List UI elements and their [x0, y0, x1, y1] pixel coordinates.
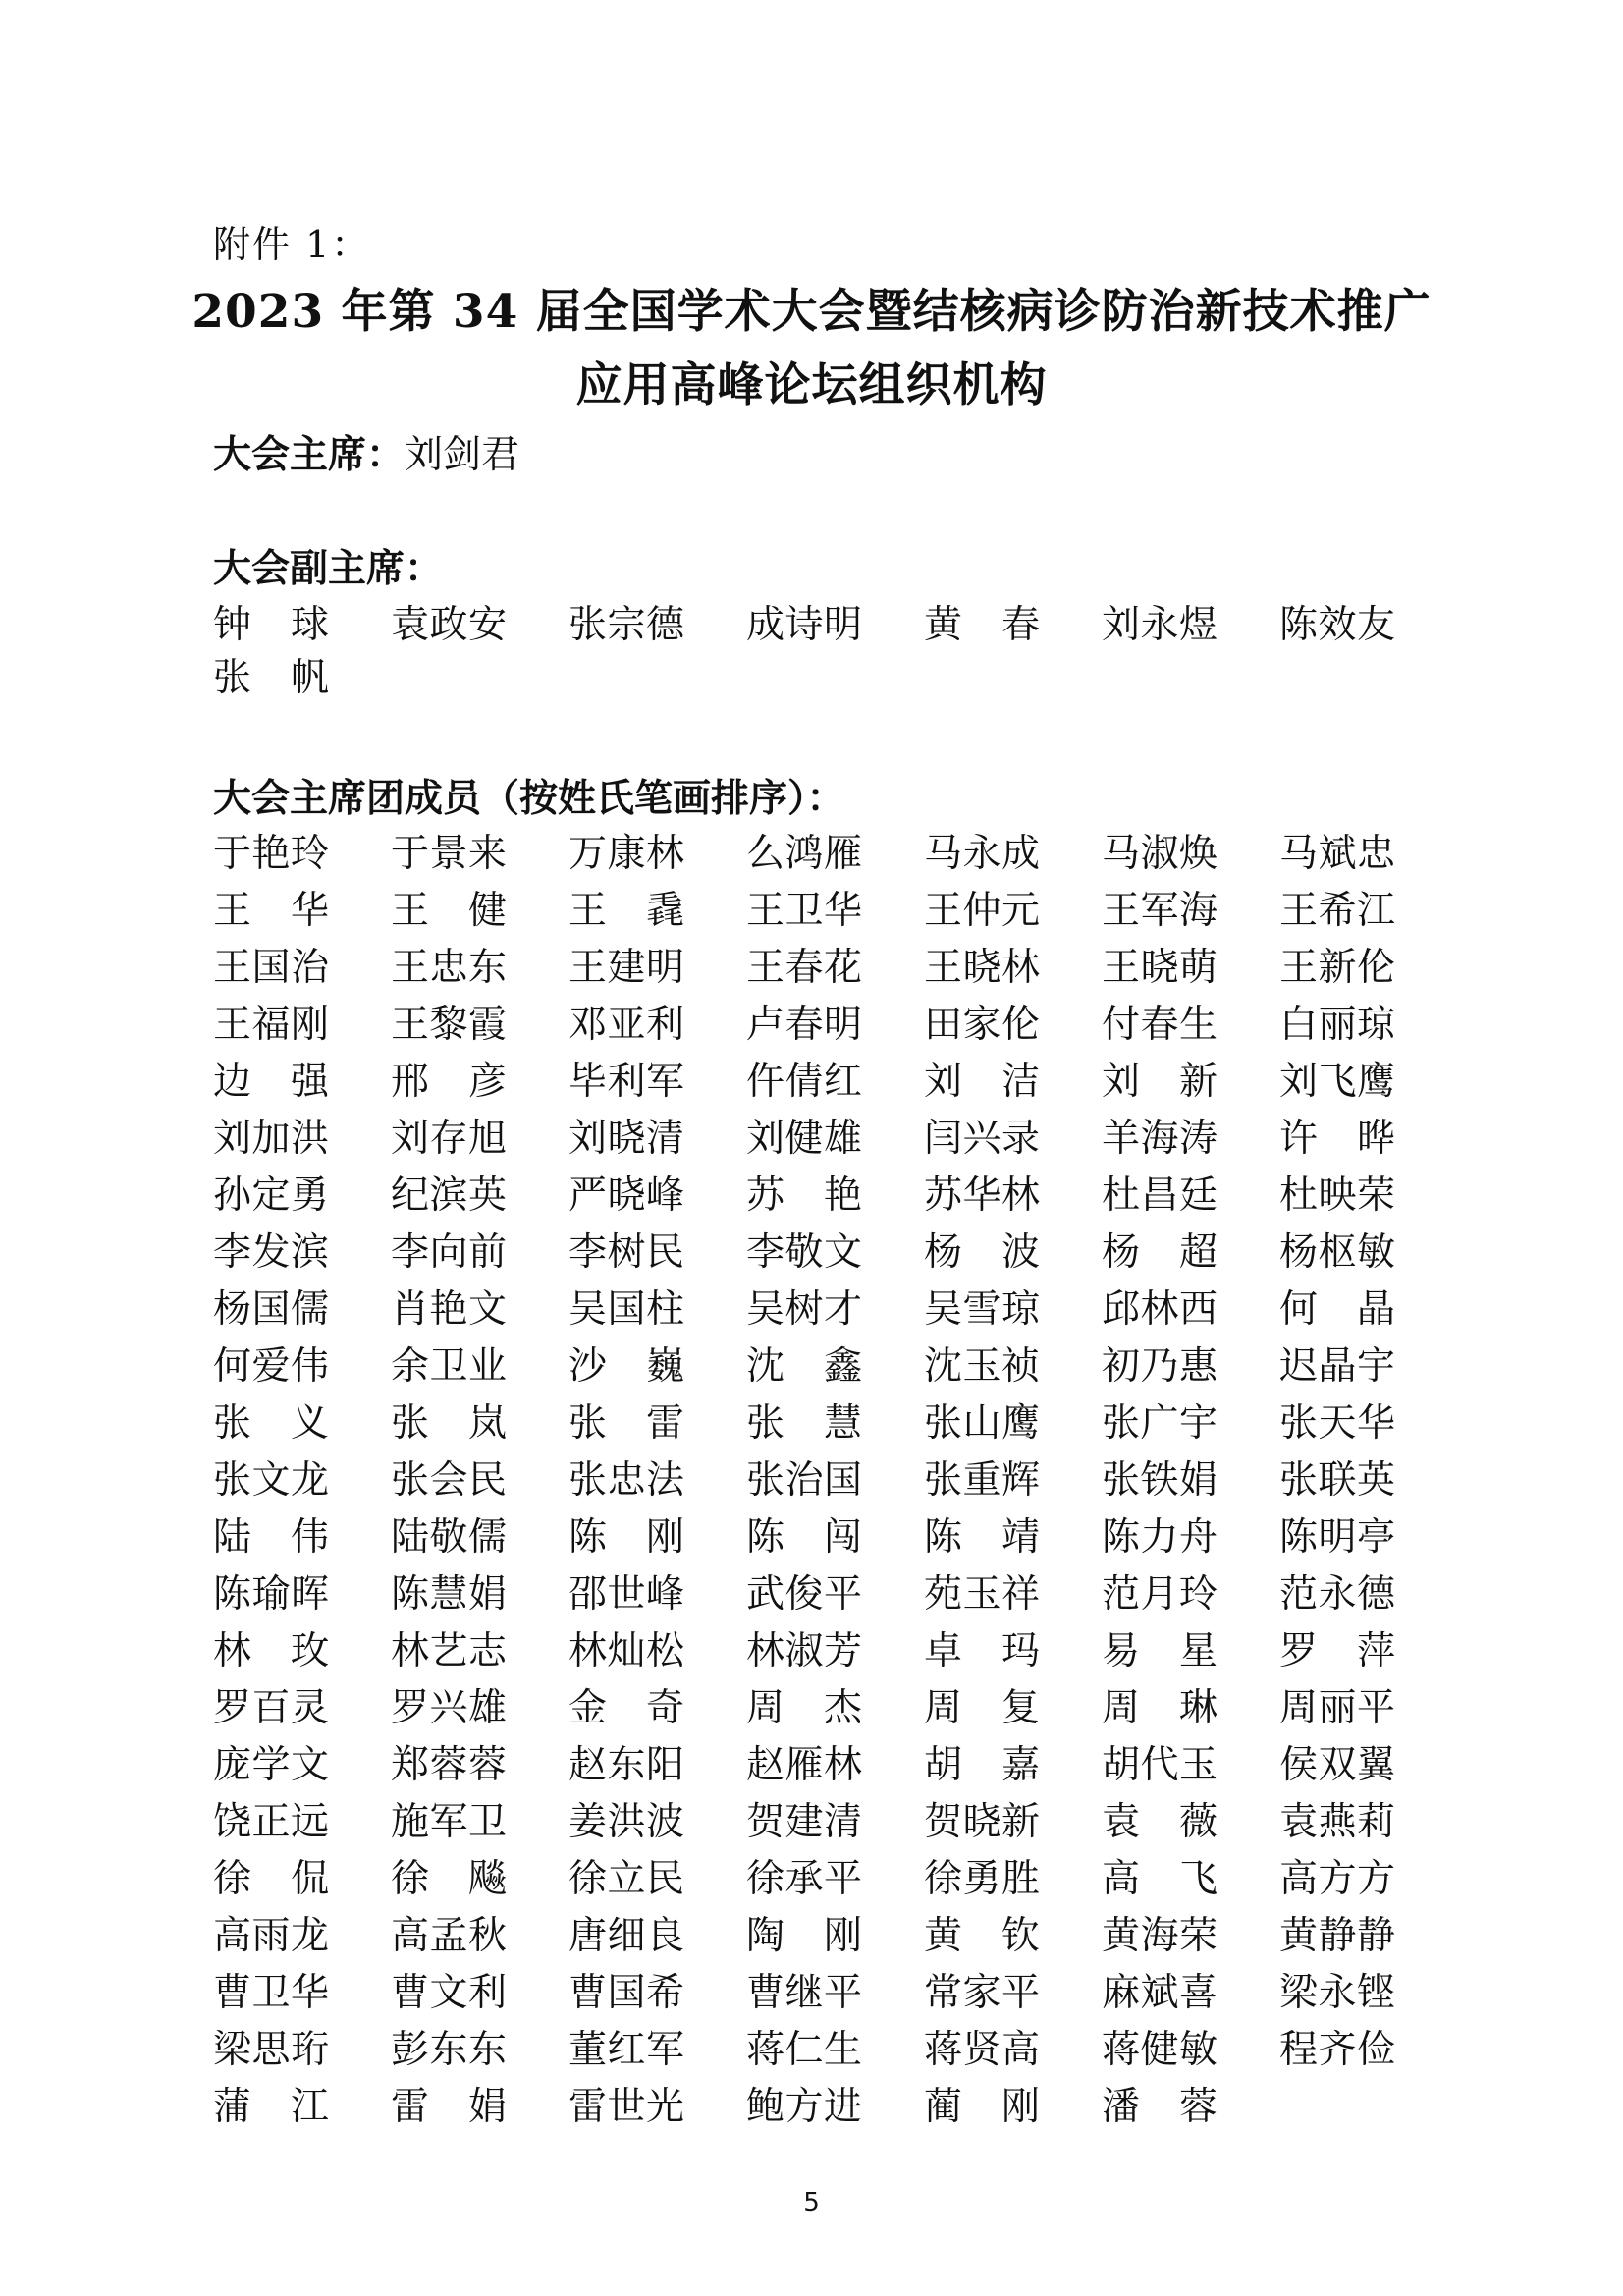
- name-item: 袁 政 安: [391, 603, 507, 647]
- name-item: 陶 刚: [746, 1914, 862, 1958]
- name-item: 陈 刚: [568, 1515, 684, 1559]
- name-item: 苑 玉 祥: [924, 1572, 1040, 1616]
- name-item: 徐 承 平: [746, 1857, 862, 1901]
- name-item: 沙 巍: [568, 1344, 684, 1389]
- name-item: 蒲 江: [213, 2085, 329, 2129]
- name-item: 卢 春 明: [746, 1003, 862, 1047]
- chair-line: [213, 424, 519, 479]
- name-item: 马 淑 焕: [1102, 832, 1217, 876]
- name-item: 张 文 龙: [213, 1458, 329, 1503]
- name-item: 杨 国 儒: [213, 1287, 329, 1332]
- name-item: 赵 雁 林: [746, 1743, 862, 1787]
- presidium-member-list: [213, 826, 1457, 2136]
- name-item: 周 琳: [1102, 1686, 1217, 1730]
- name-item: 王 健: [391, 889, 507, 933]
- name-item: 成 诗 明: [746, 603, 862, 647]
- name-item: 陈 力 舟: [1102, 1515, 1217, 1559]
- name-item: 徐 立 民: [568, 1857, 684, 1901]
- name-item: 周 杰: [746, 1686, 862, 1730]
- name-item: 沈 鑫: [746, 1344, 862, 1389]
- name-item: 万 康 林: [568, 832, 684, 876]
- name-item: 闫 兴 录: [924, 1117, 1040, 1161]
- name-item: 范 永 德: [1279, 1572, 1395, 1616]
- name-item: 么 鸿 雁: [746, 832, 862, 876]
- name-item: 孙 定 勇: [213, 1174, 329, 1218]
- name-item: 唐 细 良: [568, 1914, 684, 1958]
- name-item: 王 仲 元: [924, 889, 1040, 933]
- name-item: 刘 存 旭: [391, 1117, 507, 1161]
- name-item: 杜 映 荣: [1279, 1174, 1395, 1218]
- name-item: 毕 利 军: [568, 1060, 684, 1104]
- name-item: 范 月 玲: [1102, 1572, 1217, 1616]
- name-item: 苏 华 林: [924, 1174, 1040, 1218]
- name-item: 初 乃 惠: [1102, 1344, 1217, 1389]
- name-item: 黄 静 静: [1279, 1914, 1395, 1958]
- name-item: 常 家 平: [924, 1971, 1040, 2015]
- name-item: 张 忠 法: [568, 1458, 684, 1503]
- name-item: 张 联 英: [1279, 1458, 1395, 1503]
- name-item: 侯 双 翼: [1279, 1743, 1395, 1787]
- name-item: 王 黎 霞: [391, 1003, 507, 1047]
- name-item: 何 晶: [1279, 1287, 1395, 1332]
- name-item: 罗 兴 雄: [391, 1686, 507, 1730]
- name-item: 纪 滨 英: [391, 1174, 507, 1218]
- name-item: 刘 健 雄: [746, 1117, 862, 1161]
- name-item: 雷 世 光: [568, 2085, 684, 2129]
- name-item: 高 雨 龙: [213, 1914, 329, 1958]
- name-item: 马 斌 忠: [1279, 832, 1395, 876]
- name-item: 徐 勇 胜: [924, 1857, 1040, 1901]
- name-item: 贺 晓 新: [924, 1800, 1040, 1844]
- name-item: 马 永 成: [924, 832, 1040, 876]
- name-item: 白 丽 琼: [1279, 1003, 1395, 1047]
- name-item: 李 向 前: [391, 1230, 507, 1275]
- name-item: 彭 东 东: [391, 2028, 507, 2072]
- name-item: 蒋 仁 生: [746, 2028, 862, 2072]
- attachment-label: 附件 1：: [213, 223, 371, 266]
- name-item: 曹 文 利: [391, 1971, 507, 2015]
- name-item: 于 景 来: [391, 832, 507, 876]
- name-item: 陆 敬 儒: [391, 1515, 507, 1559]
- name-item: 杨 枢 敏: [1279, 1230, 1395, 1275]
- name-item: 王 福 刚: [213, 1003, 329, 1047]
- name-item: 田 家 伦: [924, 1003, 1040, 1047]
- name-item: 罗 百 灵: [213, 1686, 329, 1730]
- name-item: 陈 慧 娟: [391, 1572, 507, 1616]
- name-item: 苏 艳: [746, 1174, 862, 1218]
- name-item: 张 岚: [391, 1401, 507, 1446]
- name-item: 张 帆: [213, 656, 329, 700]
- name-item: 李 敬 文: [746, 1230, 862, 1275]
- name-item: 王 军 海: [1102, 889, 1217, 933]
- name-item: 黄 春: [924, 603, 1040, 647]
- name-item: 张 慧: [746, 1401, 862, 1446]
- name-item: 蔺 刚: [924, 2085, 1040, 2129]
- name-item: 沈 玉 祯: [924, 1344, 1040, 1389]
- name-item: 庞 学 文: [213, 1743, 329, 1787]
- presidium-heading: 大会主席团成员（按姓氏笔画排序）：: [213, 776, 845, 821]
- name-item: 雷 娟: [391, 2085, 507, 2129]
- name-item: 刘 飞 鹰: [1279, 1060, 1395, 1104]
- name-item: 陈 瑜 晖: [213, 1572, 329, 1616]
- name-item: 余 卫 业: [391, 1344, 507, 1389]
- name-item: 王 建 明: [568, 946, 684, 990]
- name-item: 何 爱 伟: [213, 1344, 329, 1389]
- name-item: 林 艺 志: [391, 1629, 507, 1673]
- chair-label: 大会主席：: [213, 432, 406, 477]
- name-item: 曹 国 希: [568, 1971, 684, 2015]
- name-item: 刘 洁: [924, 1060, 1040, 1104]
- name-item: 饶 正 远: [213, 1800, 329, 1844]
- chair-name: 刘剑君: [405, 433, 520, 477]
- name-item: 高 飞: [1102, 1857, 1217, 1901]
- name-item: 易 星: [1102, 1629, 1217, 1673]
- name-item: 王 晓 萌: [1102, 946, 1217, 990]
- name-item: 杨 超: [1102, 1230, 1217, 1275]
- name-item: 林 灿 松: [568, 1629, 684, 1673]
- name-item: 邵 世 峰: [568, 1572, 684, 1616]
- name-item: 刘 晓 清: [568, 1117, 684, 1161]
- name-item: 李 发 滨: [213, 1230, 329, 1275]
- name-item: 王 新 伦: [1279, 946, 1395, 990]
- name-item: 陈 明 亭: [1279, 1515, 1395, 1559]
- name-item: 郑 蓉 蓉: [391, 1743, 507, 1787]
- name-item: 高 方 方: [1279, 1857, 1395, 1901]
- name-item: 吴 国 柱: [568, 1287, 684, 1332]
- name-item: 金 奇: [568, 1686, 684, 1730]
- name-item: 施 军 卫: [391, 1800, 507, 1844]
- name-item: 黄 海 荣: [1102, 1914, 1217, 1958]
- name-item: 袁 燕 莉: [1279, 1800, 1395, 1844]
- name-item: 张 广 宇: [1102, 1401, 1217, 1446]
- name-item: 姜 洪 波: [568, 1800, 684, 1844]
- name-item: 李 树 民: [568, 1230, 684, 1275]
- name-item: 林 淑 芳: [746, 1629, 862, 1673]
- name-item: 胡 代 玉: [1102, 1743, 1217, 1787]
- name-item: 黄 钦: [924, 1914, 1040, 1958]
- name-item: 王 卫 华: [746, 889, 862, 933]
- name-item: 邓 亚 利: [568, 1003, 684, 1047]
- name-item: 曹 卫 华: [213, 1971, 329, 2015]
- name-item: 王 希 江: [1279, 889, 1395, 933]
- name-item: 肖 艳 文: [391, 1287, 507, 1332]
- name-item: 武 俊 平: [746, 1572, 862, 1616]
- vice-chair-heading: 大会副主席：: [213, 546, 444, 591]
- name-item: 麻 斌 喜: [1102, 1971, 1217, 2015]
- name-item: 邢 彦: [391, 1060, 507, 1104]
- name-item: 徐 飚: [391, 1857, 507, 1901]
- name-item: 王 国 治: [213, 946, 329, 990]
- name-item: 高 孟 秋: [391, 1914, 507, 1958]
- name-item: 迟 晶 宇: [1279, 1344, 1395, 1389]
- name-item: 王 忠 东: [391, 946, 507, 990]
- name-item: 周 复: [924, 1686, 1040, 1730]
- name-item: 蒋 贤 高: [924, 2028, 1040, 2072]
- name-item: 梁 永 铿: [1279, 1971, 1395, 2015]
- name-item: 钟 球: [213, 603, 329, 647]
- name-item: 王 毳: [568, 889, 684, 933]
- name-item: 陈 效 友: [1279, 603, 1395, 647]
- name-item: 杨 波: [924, 1230, 1040, 1275]
- name-item: 徐 侃: [213, 1857, 329, 1901]
- name-item: 王 晓 林: [924, 946, 1040, 990]
- name-item: 潘 蓉: [1102, 2085, 1217, 2129]
- name-item: 张 会 民: [391, 1458, 507, 1503]
- name-item: 邱 林 西: [1102, 1287, 1217, 1332]
- name-item: 付 春 生: [1102, 1003, 1217, 1047]
- name-item: 杜 昌 廷: [1102, 1174, 1217, 1218]
- name-item: 王 春 花: [746, 946, 862, 990]
- name-item: 刘 永 煜: [1102, 603, 1217, 647]
- name-item: 曹 继 平: [746, 1971, 862, 2015]
- name-item: 刘 新: [1102, 1060, 1217, 1104]
- title-line-2: 应用高峰论坛组织机构: [575, 358, 1048, 412]
- name-item: 董 红 军: [568, 2028, 684, 2072]
- name-item: 严 晓 峰: [568, 1174, 684, 1218]
- name-item: 张 治 国: [746, 1458, 862, 1503]
- name-item: 张 山 鹰: [924, 1401, 1040, 1446]
- name-item: 陈 靖: [924, 1515, 1040, 1559]
- name-item: 林 玫: [213, 1629, 329, 1673]
- name-item: 张 雷: [568, 1401, 684, 1446]
- name-item: 胡 嘉: [924, 1743, 1040, 1787]
- name-item: 贺 建 清: [746, 1800, 862, 1844]
- name-item: 张 义: [213, 1401, 329, 1446]
- title-line-1: 2023 年第 34 届全国学术大会暨结核病诊防治新技术推广: [191, 285, 1432, 339]
- page-number: 5: [803, 2188, 820, 2217]
- name-item: 羊 海 涛: [1102, 1117, 1217, 1161]
- name-item: 张 铁 娟: [1102, 1458, 1217, 1503]
- name-item: 仵 倩 红: [746, 1060, 862, 1104]
- name-item: 吴 雪 琼: [924, 1287, 1040, 1332]
- name-item: 张 天 华: [1279, 1401, 1395, 1446]
- name-item: 卓 玛: [924, 1629, 1040, 1673]
- name-item: 王 华: [213, 889, 329, 933]
- vice-chair-list: [213, 597, 1457, 703]
- name-item: 刘 加 洪: [213, 1117, 329, 1161]
- name-item: 陈 闯: [746, 1515, 862, 1559]
- name-item: 陆 伟: [213, 1515, 329, 1559]
- name-item: 袁 薇: [1102, 1800, 1217, 1844]
- name-item: 周 丽 平: [1279, 1686, 1395, 1730]
- name-item: 于 艳 玲: [213, 832, 329, 876]
- name-item: 张 重 辉: [924, 1458, 1040, 1503]
- name-item: 鲍 方 进: [746, 2085, 862, 2129]
- name-item: 赵 东 阳: [568, 1743, 684, 1787]
- name-item: 吴 树 才: [746, 1287, 862, 1332]
- name-item: 梁 思 珩: [213, 2028, 329, 2072]
- name-item: 张 宗 德: [568, 603, 684, 647]
- name-item: 罗 萍: [1279, 1629, 1395, 1673]
- name-item: 程 齐 俭: [1279, 2028, 1395, 2072]
- name-item: 许 晔: [1279, 1117, 1395, 1161]
- name-item: 蒋 健 敏: [1102, 2028, 1217, 2072]
- name-item: 边 强: [213, 1060, 329, 1104]
